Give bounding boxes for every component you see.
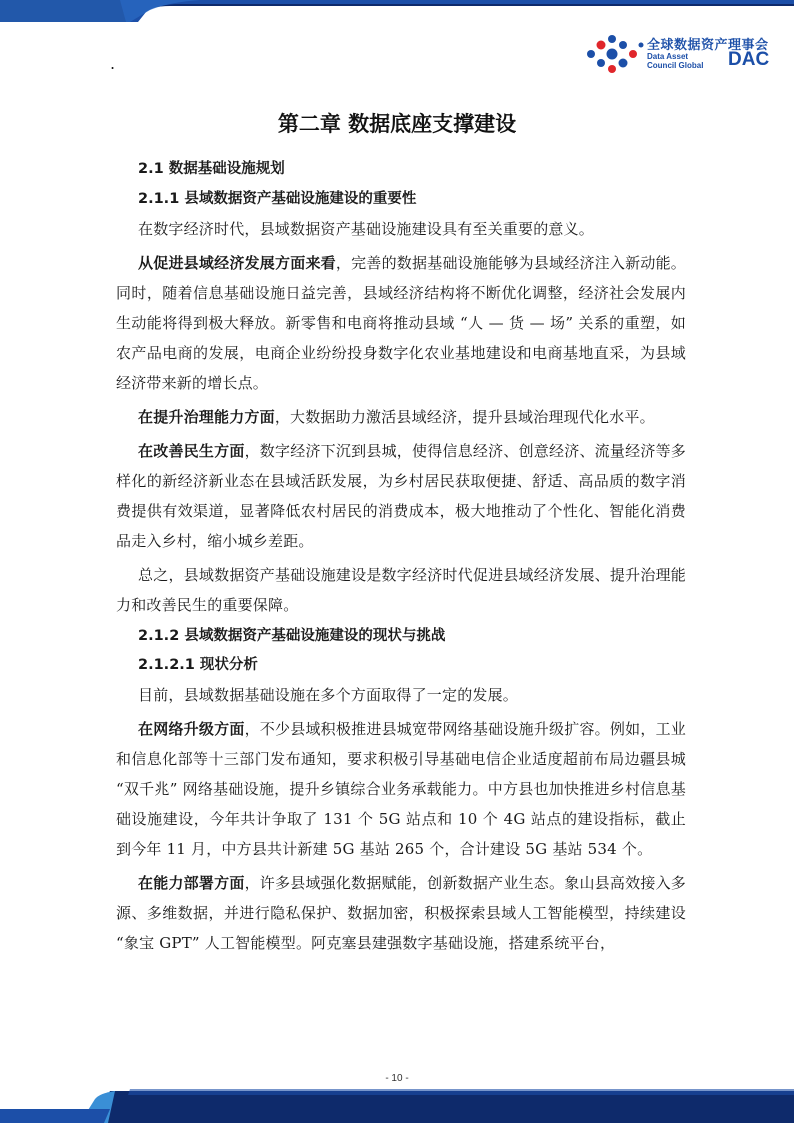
page-number: - 10 - — [385, 1073, 409, 1084]
document-body — [116, 152, 686, 958]
dac-logo — [585, 30, 780, 78]
section-heading: 2.1.1 县域数据资产基础设施建设的重要性 — [138, 191, 417, 207]
header-mark: . — [110, 54, 116, 73]
paragraph: 在能力部署方面，许多县域强化数据赋能，创新数据产业生态。象山县高效接入多源、多维数据，并进行隐私保护、数据加密，积极探索县域人工智能模型，持续建设 “象宝 GPT” 人工智能模型。阿克塞县建强数字基础设施，搭建系统平台， — [116, 874, 686, 952]
paragraph: 在提升治理能力方面，大数据助力激活县域经济，提升县域治理现代化水平。 — [138, 408, 655, 426]
footer-band — [0, 1085, 794, 1123]
chapter-title: 第二章 数据底座支撑建设 — [277, 112, 517, 136]
logo-english-line2: Council Global — [647, 61, 704, 70]
paragraph: 从促进县域经济发展方面来看，完善的数据基础设施能够为县域经济注入新动能。同时，随着信息基础设施日益完善，县域经济结构将不断优化调整，经济社会发展内生动能将得到极大释放。新零售和电商将推动县域 “人 — 货 — 场” 关系的重塑，如农产品电商的发展，电商企业纷纷投身数字化农业基地建设和电商基地直采，为县域经济带来新的增长点。 — [116, 254, 686, 392]
header-band — [0, 0, 794, 22]
section-heading: 2.1 数据基础设施规划 — [138, 161, 285, 177]
paragraph: 在改善民生方面，数字经济下沉到县城，使得信息经济、创意经济、流量经济等多样化的新经济新业态在县域活跃发展，为乡村居民获取便捷、舒适、高品质的数字消费提供有效渠道，显著降低农村居民的消费成本，极大地推动了个性化、智能化消费品走入乡村，缩小城乡差距。 — [116, 442, 686, 550]
section-heading: 2.1.2.1 现状分析 — [138, 657, 258, 673]
paragraph: 目前，县域数据基础设施在多个方面取得了一定的发展。 — [138, 686, 519, 704]
paragraph: 在网络升级方面，不少县域积极推进县城宽带网络基础设施升级扩容。例如，工业和信息化部等十三部门发布通知，要求积极引导基础电信企业适度超前布局边疆县城 “双千兆” 网络基础设施，提升乡镇综合业务承载能力。中方县也加快推进乡村信息基础设施建设，今年共计争取了 131 个 5G 站点和 10 个 4G 站点的建设指标，截止到今年 11 月，中方县共计新建 5G 基站 265 个，合计建设 5G 基站 534 个。 — [116, 720, 686, 858]
logo-english-line1: Data Asset — [647, 52, 689, 61]
logo-dots-icon — [585, 30, 645, 78]
paragraph: 在数字经济时代，县域数据资产基础设施建设具有至关重要的意义。 — [138, 220, 595, 238]
logo-chinese-name: 全球数据资产理事会 — [647, 38, 769, 53]
logo-abbreviation: DAC — [728, 49, 770, 70]
paragraph: 总之，县域数据资产基础设施建设是数字经济时代促进县域经济发展、提升治理能力和改善民生的重要保障。 — [116, 566, 686, 614]
section-heading: 2.1.2 县域数据资产基础设施建设的现状与挑战 — [138, 628, 446, 644]
